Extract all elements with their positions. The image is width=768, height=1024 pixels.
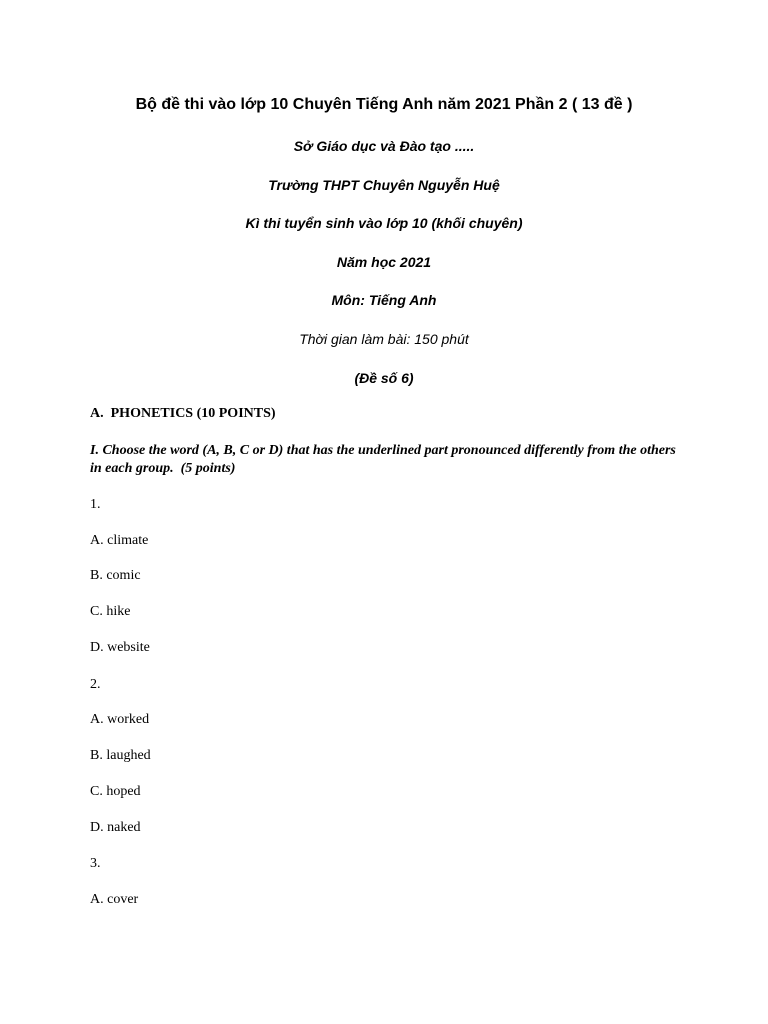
question-option: D. naked bbox=[90, 820, 141, 835]
school-name: Trường THPT Chuyên Nguyễn Huệ bbox=[268, 177, 500, 193]
question-option: D. website bbox=[90, 640, 150, 655]
question-number: 3. bbox=[90, 856, 101, 871]
question-number: 2. bbox=[90, 677, 101, 692]
section-a-heading bbox=[90, 406, 276, 422]
question-option: B. laughed bbox=[90, 748, 151, 763]
exam-name: Kì thi tuyển sinh vào lớp 10 (khối chuyên) bbox=[245, 215, 523, 231]
question-option: C. hike bbox=[90, 604, 131, 619]
department-line: Sở Giáo dục và Đào tạo ..... bbox=[293, 138, 475, 154]
question-number: 1. bbox=[90, 497, 101, 512]
question-option: B. comic bbox=[90, 568, 141, 583]
section-a-letter: A. bbox=[90, 406, 104, 421]
time-limit: Thời gian làm bài: 150 phút bbox=[299, 331, 469, 347]
subject-line: Môn: Tiếng Anh bbox=[331, 292, 437, 308]
question-option: A. climate bbox=[90, 533, 149, 548]
part-1-instruction bbox=[90, 442, 680, 478]
question-option: C. hoped bbox=[90, 784, 141, 799]
instruction-points: (5 points) bbox=[180, 461, 236, 476]
exam-code: (Đề số 6) bbox=[354, 370, 414, 386]
question-option: A. worked bbox=[90, 712, 150, 727]
document-title: Bộ đề thi vào lớp 10 Chuyên Tiếng Anh năm 2021 Phần 2 ( 13 đề ) bbox=[135, 96, 633, 113]
school-year: Năm học 2021 bbox=[336, 254, 432, 270]
question-option: A. cover bbox=[90, 892, 139, 907]
section-a-title: PHONETICS (10 POINTS) bbox=[110, 406, 276, 421]
instruction-text: I. Choose the word (A, B, C or D) that has the underlined part pronounced differently from the others in each group. bbox=[90, 443, 676, 476]
